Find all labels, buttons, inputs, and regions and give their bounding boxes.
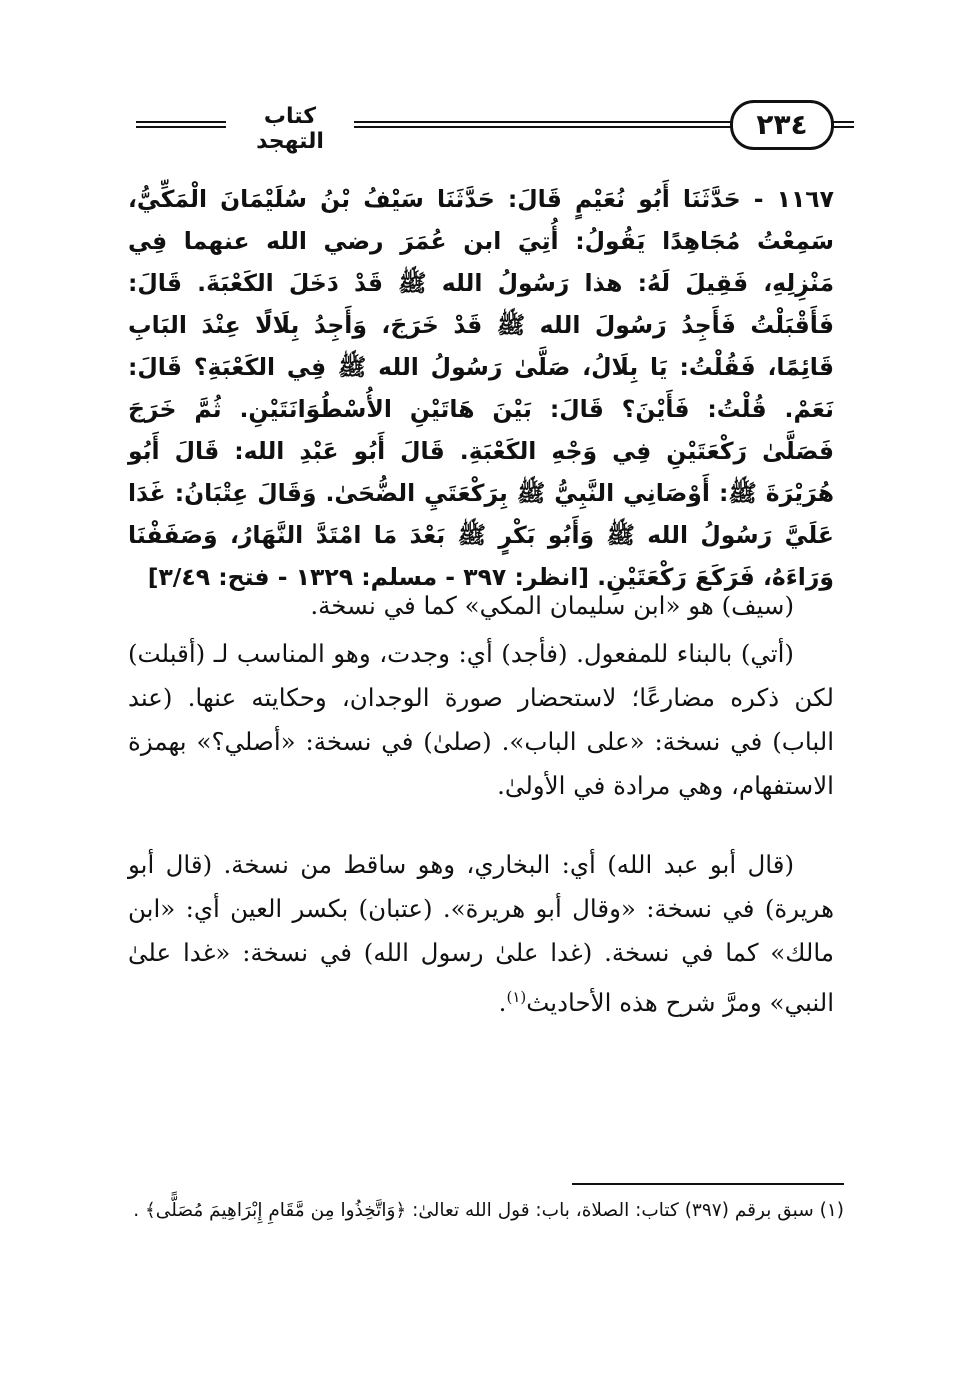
explanation-paragraph-2: (أتي) بالبناء للمفعول. (فأجد) أي: وجدت، وهو المناسب لـ (أقبلت) لكن ذكره مضارعًا؛ لاستحضار صورة الوجدان، وحكايته عنها. (عند الباب) في نسخة: «على الباب». (صلىٰ) في نسخة: «أصلي؟» بهمزة الاستفهام، وهي مرادة في الأولىٰ. <box>128 639 834 800</box>
page-number: ٢٣٤ <box>730 100 834 150</box>
header-rule-left <box>136 121 226 128</box>
hadith-text: ١١٦٧ - حَدَّثَنَا أَبُو نُعَيْمٍ قَالَ: حَدَّثَنَا سَيْفُ بْنُ سُلَيْمَانَ الْمَكِّيُّ، سَمِعْتُ مُجَاهِدًا يَقُولُ: أُتِيَ ابن عُمَرَ رضي الله عنهما فِي مَنْزِلِهِ، فَقِيلَ لَهُ: هذا رَسُولُ الله ﷺ قَدْ دَخَلَ الكَعْبَةَ. قَالَ: فَأَقْبَلْتُ فَأَجِدُ رَسُولَ الله ﷺ قَدْ خَرَجَ، وَأَجِدُ بِلَالًا عِنْدَ البَابِ قَائِمًا، فَقُلْتُ: يَا بِلَالُ، صَلَّىٰ رَسُولُ الله ﷺ فِي الكَعْبَةِ؟ قَالَ: نَعَمْ. قُلْتُ: فَأَيْنَ؟ قَالَ: بَيْنَ هَاتَيْنِ الأُسْطُوَانَتَيْنِ. ثُمَّ خَرَجَ فَصَلَّىٰ رَكْعَتَيْنِ فِي وَجْهِ الكَعْبَةِ. قَالَ أَبُو عَبْدِ الله: قَالَ أَبُو هُرَيْرَةَ ﷺ: أَوْصَانِي النَّبِيُّ ﷺ بِرَكْعَتَيِ الضُّحَىٰ. وَقَالَ عِتْبَانُ: غَدَا عَلَيَّ رَسُولُ الله ﷺ وَأَبُو بَكْرٍ ﷺ بَعْدَ مَا امْتَدَّ النَّهَارُ، وَصَفَفْنَا وَرَاءَهُ، فَرَكَعَ رَكْعَتَيْنِ. [انظر: ٣٩٧ - مسلم: ١٣٢٩ - فتح: ٣/٤٩] <box>128 185 834 591</box>
footnote-divider <box>572 1183 844 1185</box>
explanation-paragraph-3-text: (قال أبو عبد الله) أي: البخاري، وهو ساقط من نسخة. (قال أبو هريرة) في نسخة: «وقال أبو هريرة». (عتبان) بكسر العين أي: «ابن مالك» كما في نسخة. (غدا علىٰ رسول الله) في نسخة: «غدا علىٰ النبي» ومرَّ شرح هذه الأحاديث <box>128 850 834 1018</box>
page-header <box>132 100 846 154</box>
explanation-paragraph-3: (قال أبو عبد الله) أي: البخاري، وهو ساقط من نسخة. (قال أبو هريرة) في نسخة: «وقال أبو هريرة». (عتبان) بكسر العين أي: «ابن مالك» كما في نسخة. (غدا علىٰ رسول الله) في نسخة: «غدا علىٰ النبي» ومرَّ شرح هذه الأحاديث$^{(١)}$. <box>128 850 834 1018</box>
footnote-marker: (١) <box>506 988 527 1006</box>
explanation-paragraph-1: (سيف) هو «ابن سليمان المكي» كما في نسخة. <box>310 591 794 620</box>
book-title: كتاب التهجد <box>256 104 324 154</box>
footnote-text: (١) سبق برقم (٣٩٧) كتاب: الصلاة، باب: قول الله تعالىٰ: ﴿وَاتَّخِذُوا مِن مَّقَامِ إِبْرَاهِيمَ مُصَلًّى﴾ . <box>133 1200 844 1221</box>
